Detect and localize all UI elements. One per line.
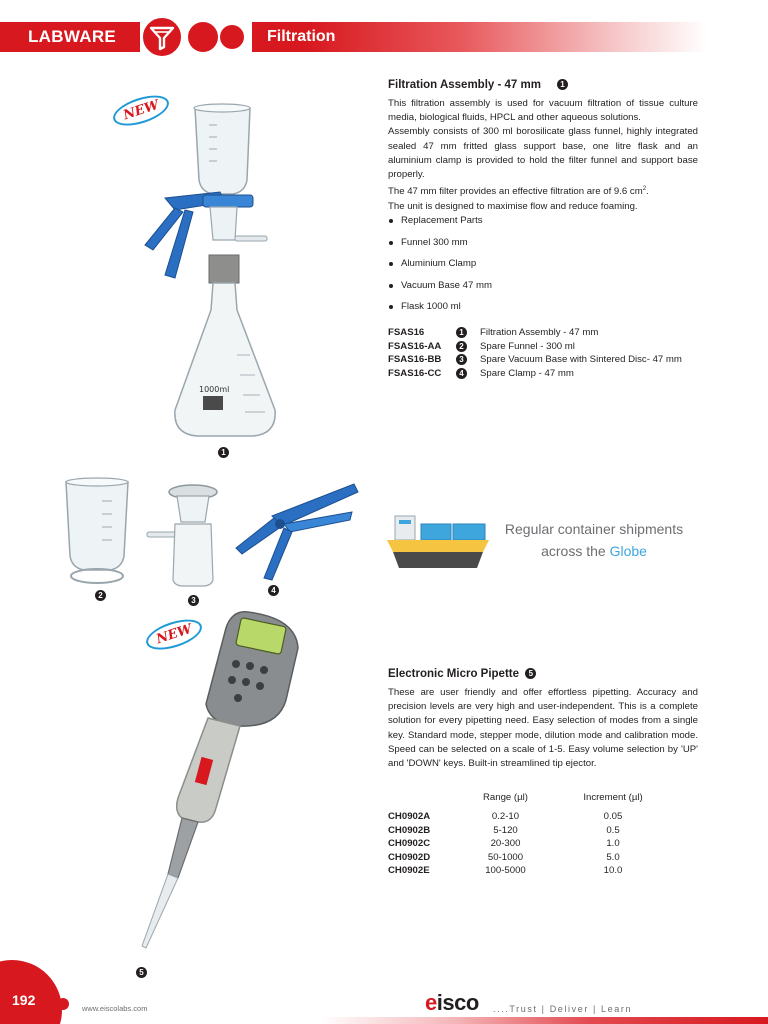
electronic-pipette-image — [118, 608, 318, 968]
replacement-parts-list — [388, 215, 708, 323]
table-row: FSAS16-CC 4 Spare Clamp - 47 mm — [388, 367, 574, 379]
number-badge: 1 — [456, 327, 467, 338]
product-codes-table — [388, 326, 682, 380]
number-badge: 3 — [456, 354, 467, 365]
table-row: FSAS16-AA 2 Spare Funnel - 300 ml — [388, 340, 575, 352]
filtration-assembly-image — [125, 100, 295, 445]
table-row: FSAS16 1 Filtration Assembly - 47 mm — [388, 327, 599, 339]
pipette-specs-table — [388, 792, 688, 878]
filtration-title: Filtration Assembly - 47 mm 1 — [388, 79, 568, 91]
flask-marking: 1000ml — [199, 385, 230, 394]
shipment-message: Regular container shipments across the Globe — [504, 521, 684, 559]
spare-vacuum-base-image — [145, 482, 225, 590]
section-title: LABWARE — [28, 27, 117, 46]
number-badge: 4 — [456, 368, 467, 379]
description-paragraph: This filtration assembly is used for vacuum filtration of tissue culture media, biological fluids, HPCL and other aqueous solutions. — [388, 98, 698, 124]
image-label: 2 — [95, 587, 106, 605]
list-item: Replacement Parts — [388, 215, 708, 237]
image-label: 4 — [268, 582, 279, 600]
list-item: Flask 1000 ml — [388, 301, 708, 323]
table-row: CH0902D 50-1000 5.0 — [388, 851, 620, 863]
table-row: CH0902B 5-120 0.5 — [388, 824, 620, 836]
number-badge: 1 — [557, 79, 568, 90]
category-title: Filtration — [267, 28, 336, 45]
table-row: FSAS16-BB 3 Spare Vacuum Base with Sintered Disc- 47 mm — [388, 354, 682, 366]
footer-dot — [57, 998, 69, 1010]
cargo-ship-icon — [385, 506, 493, 570]
list-item: Funnel 300 mm — [388, 237, 708, 259]
funnel-icon — [140, 15, 184, 59]
table-row: CH0902A 0.2-10 0.05 — [388, 811, 623, 823]
number-badge: 5 — [525, 668, 536, 679]
header-dot — [188, 22, 218, 52]
list-item: Aluminium Clamp — [388, 258, 708, 280]
footer-bar — [320, 1017, 768, 1024]
description-paragraph: The unit is designed to maximise flow and reduce foaming. — [388, 200, 638, 212]
filtration-description — [388, 97, 698, 214]
table-row: CH0902C 20-300 1.0 — [388, 838, 620, 850]
new-badge: NEW — [112, 98, 170, 123]
page-number: 192 — [12, 992, 36, 1008]
pipette-description: These are user friendly and offer effortless pipetting. Accuracy and precision levels are very high and user-independent. This is a complete solution for every pipetting need. Easy selection of modes from a single key. Standard mode, stepper mode, dilution mode and calibration mode. Speed can be selected on a scale of 1-5. Easy volume selection by 'UP' and 'DOWN' keys. Built-in streamlined tip ejector. — [388, 687, 698, 770]
table-row: CH0902E 100-5000 10.0 — [388, 865, 623, 877]
website-link[interactable]: www.eiscolabs.com — [82, 1004, 148, 1013]
spare-clamp-image — [232, 478, 362, 586]
image-label: 1 — [218, 444, 229, 462]
new-badge: NEW — [145, 622, 203, 647]
image-label: 3 — [188, 592, 199, 610]
eisco-logo: eisco — [425, 990, 479, 1015]
image-label: 5 — [136, 964, 147, 982]
number-badge: 2 — [456, 341, 467, 352]
header-dot — [220, 25, 244, 49]
footer-tagline: ....Trust | Deliver | Learn — [493, 1004, 633, 1014]
description-paragraph: The 47 mm filter provides an effective filtration are of 9.6 $cm^2$. — [388, 186, 649, 198]
list-item: Vacuum Base 47 mm — [388, 280, 708, 302]
pipette-title: Electronic Micro Pipette 5 — [388, 668, 536, 680]
table-header-row: Range (µl) Increment (µl) — [483, 792, 643, 803]
spare-funnel-image — [62, 476, 132, 588]
description-paragraph: Assembly consists of 300 ml borosilicate glass funnel, highly integrated sealed 47 mm fritted glass support base, one litre flask and an aluminium clamp is provided to hold the filter funnel and support base properly. — [388, 126, 698, 181]
